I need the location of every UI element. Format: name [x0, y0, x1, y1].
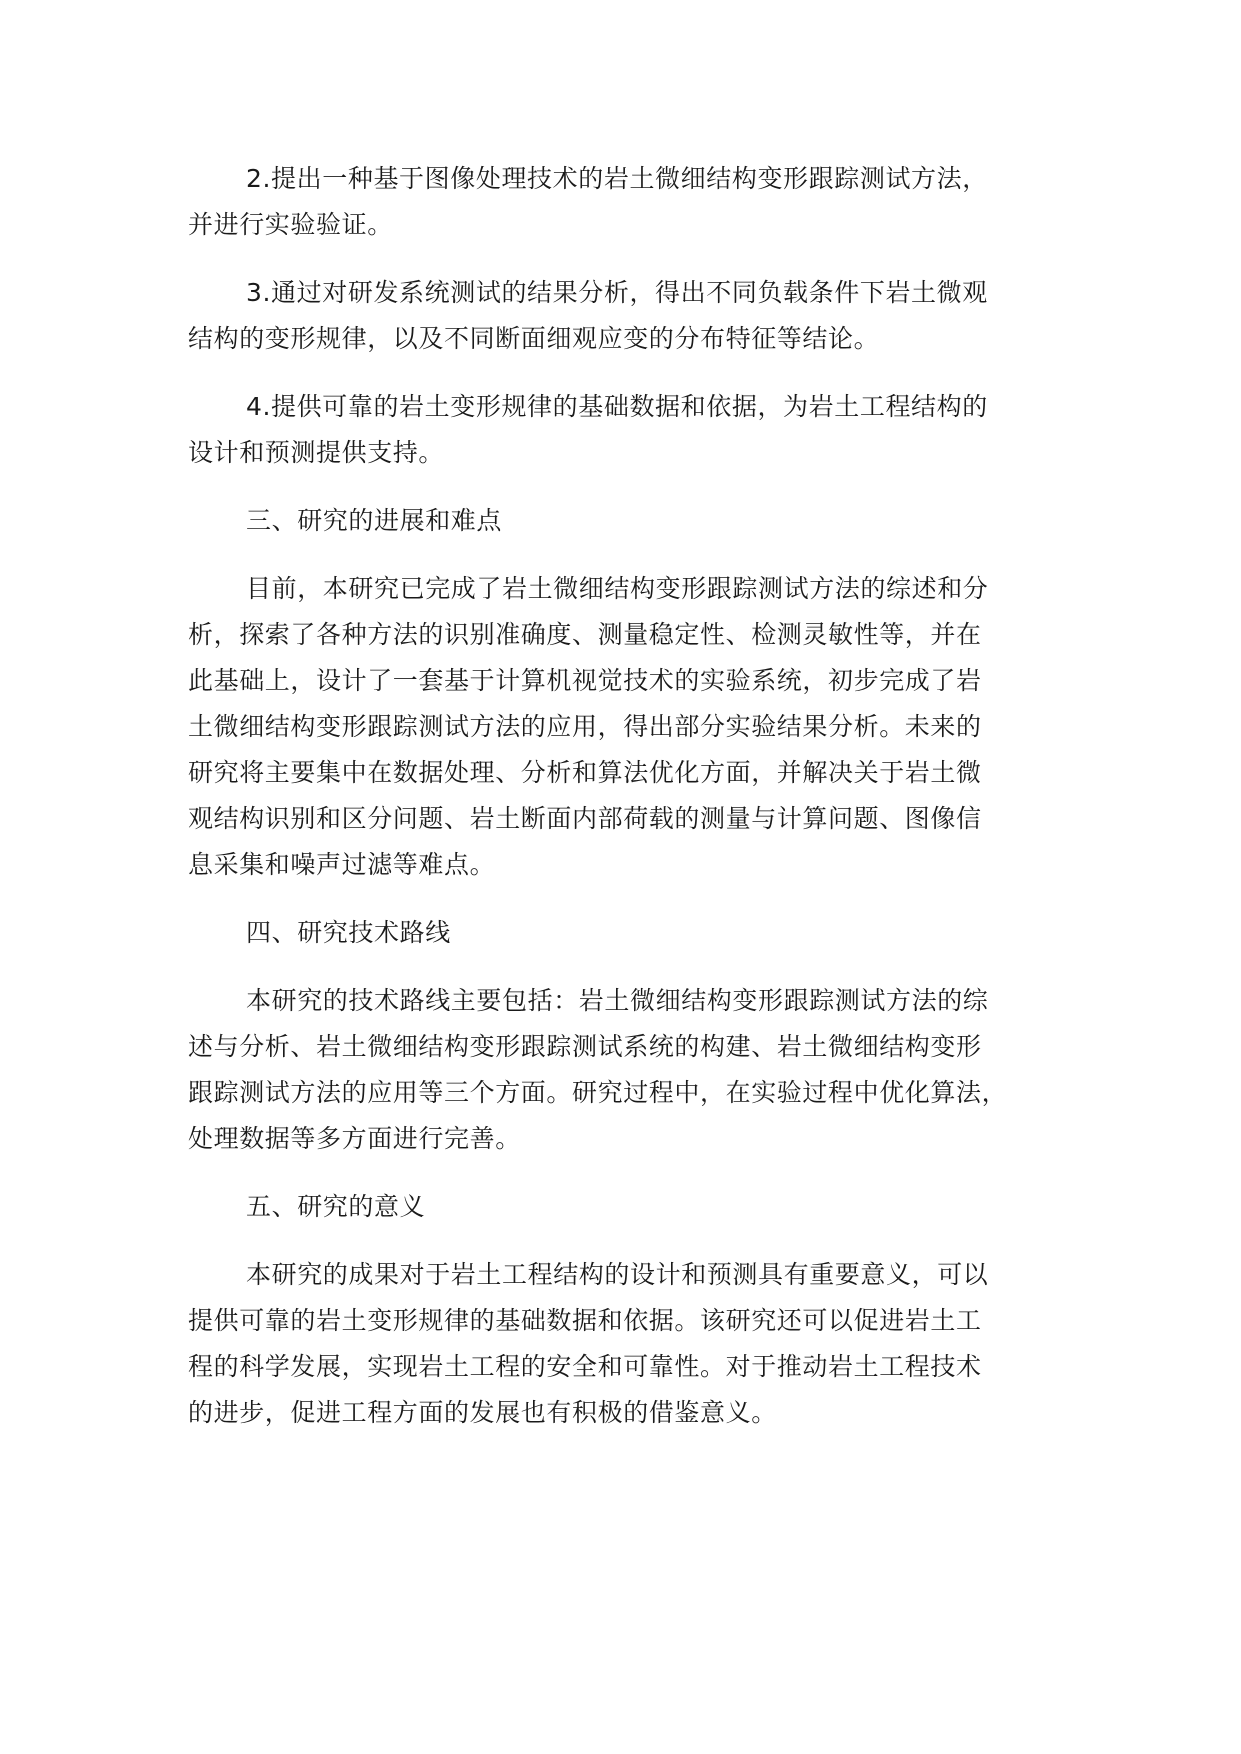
text-line: 息采集和噪声过滤等难点。 [188, 850, 496, 879]
text-line: 析，探索了各种方法的识别准确度、测量稳定性、检测灵敏性等，并在 [188, 620, 982, 649]
paragraph-significance [188, 1252, 1068, 1436]
paragraph-goal-2 [188, 156, 1068, 248]
paragraph-progress [188, 566, 1068, 888]
text-line: 程的科学发展，实现岩土工程的安全和可靠性。对于推动岩土工程技术 [188, 1352, 982, 1381]
paragraph-technical-route [188, 978, 1068, 1162]
text-line: 的进步，促进工程方面的发展也有积极的借鉴意义。 [188, 1398, 777, 1427]
paragraph-goal-4 [188, 384, 1068, 476]
text-line: 2.提出一种基于图像处理技术的岩土微细结构变形跟踪测试方法， [246, 164, 988, 193]
section-heading-technical-route [188, 910, 1068, 956]
document-body [188, 156, 1068, 1458]
text-line: 跟踪测试方法的应用等三个方面。研究过程中，在实验过程中优化算法， [188, 1078, 1008, 1107]
text-line: 3.通过对研发系统测试的结果分析，得出不同负载条件下岩土微观 [246, 278, 988, 307]
text-line: 并进行实验验证。 [188, 210, 393, 239]
text-line: 观结构识别和区分问题、岩土断面内部荷载的测量与计算问题、图像信 [188, 804, 982, 833]
heading-text: 三、研究的进展和难点 [246, 506, 503, 535]
text-line: 本研究的成果对于岩土工程结构的设计和预测具有重要意义，可以 [246, 1260, 989, 1289]
text-line: 提供可靠的岩土变形规律的基础数据和依据。该研究还可以促进岩土工 [188, 1306, 982, 1335]
text-line: 述与分析、岩土微细结构变形跟踪测试系统的构建、岩土微细结构变形 [188, 1032, 982, 1061]
text-line: 4.提供可靠的岩土变形规律的基础数据和依据，为岩土工程结构的 [246, 392, 988, 421]
text-line: 研究将主要集中在数据处理、分析和算法优化方面，并解决关于岩土微 [188, 758, 982, 787]
text-line: 结构的变形规律，以及不同断面细观应变的分布特征等结论。 [188, 324, 880, 353]
text-line: 设计和预测提供支持。 [188, 438, 445, 467]
paragraph-goal-3 [188, 270, 1068, 362]
text-line: 目前，本研究已完成了岩土微细结构变形跟踪测试方法的综述和分 [246, 574, 989, 603]
heading-text: 五、研究的意义 [246, 1192, 426, 1221]
section-heading-progress [188, 498, 1068, 544]
text-line: 此基础上，设计了一套基于计算机视觉技术的实验系统，初步完成了岩 [188, 666, 982, 695]
text-line: 处理数据等多方面进行完善。 [188, 1124, 521, 1153]
heading-text: 四、研究技术路线 [246, 918, 451, 947]
text-line: 土微细结构变形跟踪测试方法的应用，得出部分实验结果分析。未来的 [188, 712, 982, 741]
text-line: 本研究的技术路线主要包括：岩土微细结构变形跟踪测试方法的综 [246, 986, 989, 1015]
section-heading-significance [188, 1184, 1068, 1230]
